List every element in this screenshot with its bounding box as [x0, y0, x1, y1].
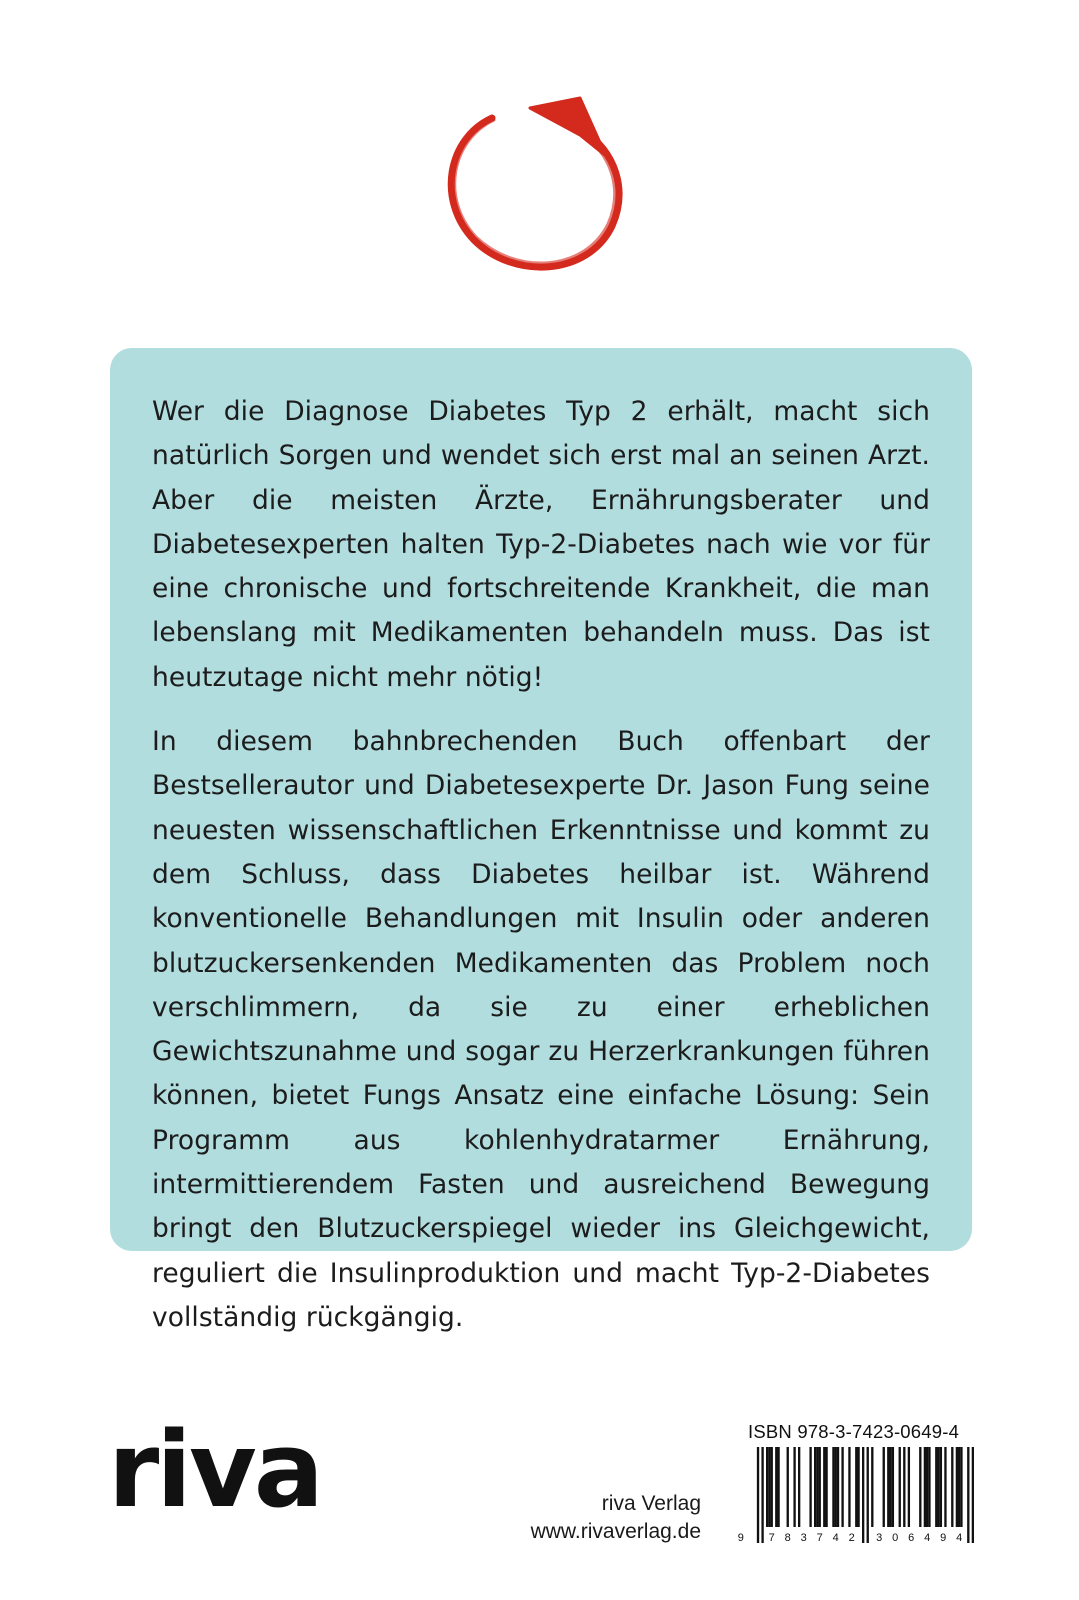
barcode-bar [871, 1447, 873, 1527]
blurb-box [110, 348, 972, 1333]
barcode-bar [835, 1447, 837, 1527]
barcode-bar [928, 1447, 930, 1527]
barcode-bar [951, 1447, 953, 1527]
publisher-info [531, 1490, 701, 1546]
barcode-digit: 4 [832, 1532, 839, 1544]
blurb-paragraph-2: In diesem bahnbrechenden Buch offenbart der Bestsellerautor und Diabetesexperte Dr. Jason Fung seine neuesten wissenschaftlichen Erkenntnisse und kommt zu dem Schluss, dass Diabetes heilbar ist. Während konventionelle Behandlungen mit Insulin oder anderen blutzuckersenkenden Medikamenten das Problem noch verschlimmern, da sie zu einer erheblichen Gewichtszunahme und sogar zu Herzerkrankungen führen können, bietet Fungs Ansatz eine einfache Lösung: Sein Programm aus kohlenhydratarmer Ernährung, intermittierendem Fasten und ausreichend Bewegung bringt den Blutzuckerspiegel wieder ins Gleichgewicht, reguliert die Insulinproduktion und macht Typ-2-Diabetes vollständig rückgängig. [152, 726, 930, 1333]
barcode-digit: 2 [848, 1532, 855, 1544]
blurb-paragraph-1: Wer die Diagnose Diabetes Typ 2 erhält, macht sich natürlich Sorgen und wendet sich erst mal an seinen Arzt. Aber die meisten Ärzte, Ernährungsberater und Diabetesexperten halten Typ-2-Diabetes nach wie vor für eine chronische und fortschreitende Krankheit, die man lebenslang mit Medikamenten behandeln muss. Das ist heutzutage nicht mehr nötig! [152, 396, 930, 693]
barcode-bar [775, 1447, 777, 1527]
barcode-digit: 7 [816, 1532, 823, 1544]
barcode-bar [816, 1447, 818, 1527]
barcode-digit: 3 [800, 1532, 807, 1544]
barcode-bar [809, 1447, 811, 1527]
barcode-bar [944, 1447, 946, 1527]
barcode-bar [823, 1447, 825, 1527]
barcode-bar [857, 1447, 859, 1527]
barcode-bar [766, 1447, 768, 1527]
barcode-bar [855, 1447, 857, 1527]
barcode-bar [908, 1447, 910, 1527]
isbn-label: ISBN 978-3-7423-0649-4 [748, 1421, 960, 1442]
barcode-digit: 4 [956, 1532, 963, 1544]
barcode-bar [832, 1447, 834, 1527]
barcode-digit: 3 [876, 1532, 883, 1544]
barcode-bar [837, 1447, 839, 1527]
barcode-bar [892, 1447, 894, 1527]
barcode-bar [848, 1447, 850, 1527]
barcode-bar [883, 1447, 885, 1527]
barcode-bar [777, 1447, 779, 1527]
publisher-logo: riva [108, 1409, 321, 1531]
publisher-name: riva Verlag [601, 1492, 701, 1515]
barcode-bar [798, 1447, 800, 1527]
barcode-bar [825, 1447, 827, 1527]
barcode-bar [926, 1447, 928, 1527]
barcode-digit: 0 [892, 1532, 899, 1544]
barcode-bar [887, 1447, 889, 1527]
barcode-bar [960, 1447, 962, 1527]
barcode-digit: 6 [908, 1532, 915, 1544]
barcode-bar [768, 1447, 770, 1527]
barcode-bar [771, 1447, 773, 1527]
circular-arrow-icon [430, 90, 630, 290]
barcode-bar [935, 1447, 937, 1527]
barcode-bar [903, 1447, 905, 1527]
barcode-bar [899, 1447, 901, 1527]
barcode-bar [956, 1447, 958, 1527]
barcode-bar [814, 1447, 816, 1527]
barcode-bar [919, 1447, 921, 1527]
barcode-digits [734, 1528, 974, 1544]
barcode-digit: 9 [737, 1532, 744, 1544]
barcode-bar [924, 1447, 926, 1527]
barcode-digit: 8 [784, 1532, 791, 1544]
barcode-digit: 7 [768, 1532, 775, 1544]
barcode-bar [787, 1447, 789, 1527]
barcode-digit: 4 [924, 1532, 931, 1544]
barcode-bar [958, 1447, 960, 1527]
publisher-website: www.rivaverlag.de [530, 1520, 701, 1543]
barcode-bar [793, 1447, 795, 1527]
barcode-bar [937, 1447, 939, 1527]
barcode-digit: 9 [940, 1532, 947, 1544]
barcode-bar [889, 1447, 891, 1527]
barcode-bar [940, 1447, 942, 1527]
barcode-bar [819, 1447, 821, 1527]
barcode-bar [841, 1447, 843, 1527]
